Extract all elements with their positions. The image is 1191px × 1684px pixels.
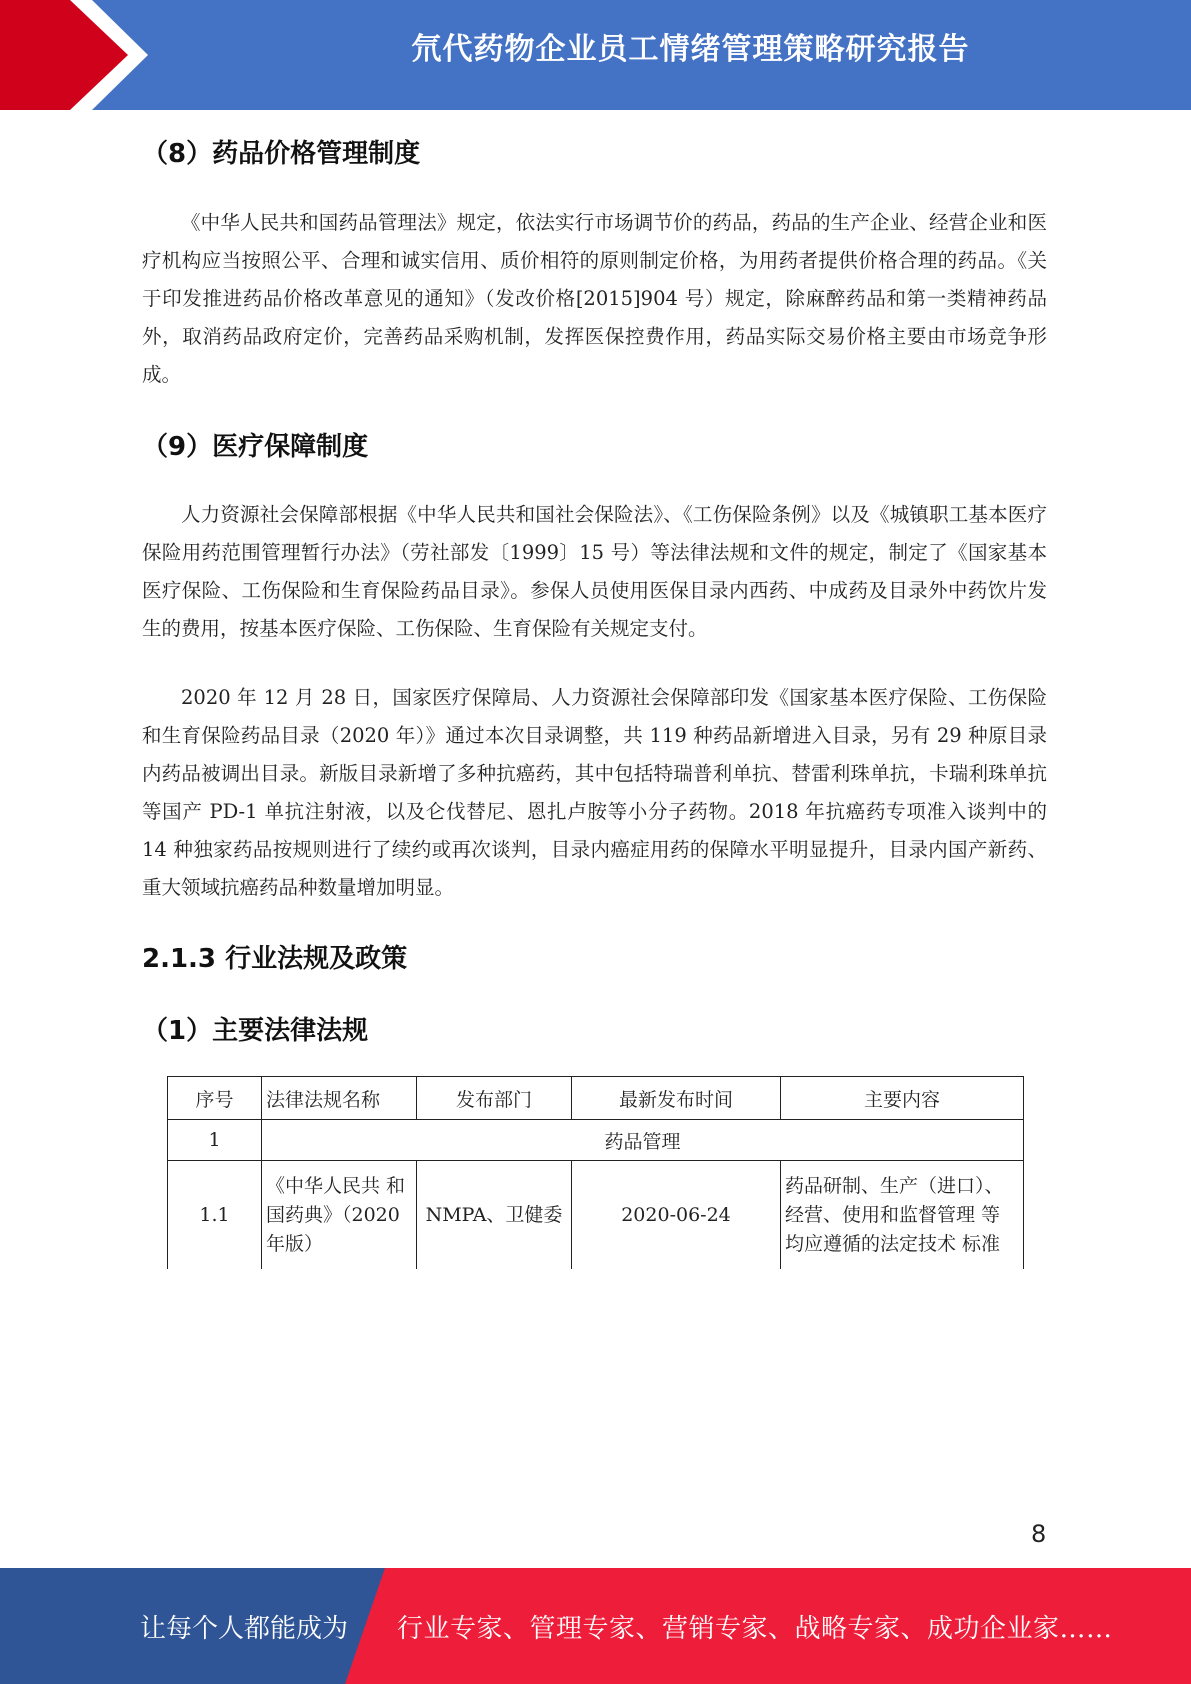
col-header-content: 主要内容 (781, 1077, 1024, 1120)
report-title: 氘代药物企业员工情绪管理策略研究报告 (411, 32, 970, 67)
footer-slogan-right: 行业专家、管理专家、营销专家、战略专家、成功企业家…… (397, 1614, 1113, 1644)
col-header-dept: 发布部门 (417, 1077, 572, 1120)
footer-slogan-left: 让每个人都能成为 (140, 1614, 349, 1644)
row-date: 2020-06-24 (572, 1161, 781, 1270)
section-heading-laws: （1）主要法律法规 (142, 1016, 369, 1046)
col-header-name: 法律法规名称 (262, 1077, 417, 1120)
col-header-no: 序号 (168, 1077, 262, 1120)
section-heading-2-1-3: 2.1.3 行业法规及政策 (142, 944, 408, 974)
row-no: 1.1 (168, 1161, 262, 1270)
header-band (0, 0, 1191, 110)
table-header-row (168, 1077, 1024, 1120)
header-chevron-decoration (0, 0, 160, 110)
col-header-date: 最新发布时间 (572, 1077, 781, 1120)
row-dept: NMPA、卫健委 (417, 1161, 572, 1270)
section-row-no: 1 (168, 1120, 262, 1161)
paragraph-medical-insurance-1: 人力资源社会保障部根据《中华人民共和国社会保险法》、《工伤保险条例》以及《城镇职工基本医疗保险用药范围管理暂行办法》（劳社部发〔1999〕15 号）等法律法规和文件的规定，制定了《国家基本医疗保险、工伤保险和生育保险药品目录》。参保人员使用医保目录内西药、中成药及目录外中药饮片发生的费用，按基本医疗保险、工伤保险、生育保险有关规定支付。 (142, 503, 1047, 640)
page-number: 8 (1031, 1520, 1047, 1548)
paragraph-medical-insurance-2: 2020 年 12 月 28 日，国家医疗保障局、人力资源社会保障部印发《国家基本医疗保险、工伤保险和生育保险药品目录（2020 年）》通过本次目录调整，共 119 种药品新增进入目录，另有 29 种原目录内药品被调出目录。新版目录新增了多种抗癌药，其中包括特瑞普利单抗、替雷利珠单抗，卡瑞利珠单抗等国产 PD-1 单抗注射液，以及仑伐替尼、恩扎卢胺等小分子药物。2018 年抗癌药专项准入谈判中的 14 种独家药品按规则进行了续约或再次谈判，目录内癌症用药的保障水平明显提升，目录内国产新药、重大领域抗癌药品种数量增加明显。 (142, 686, 1047, 899)
footer-band (0, 1568, 1191, 1684)
section-heading-9: （9）医疗保障制度 (142, 432, 369, 462)
table-section-row (168, 1120, 1024, 1161)
section-row-title: 药品管理 (262, 1120, 1024, 1161)
section-heading-8: （8）药品价格管理制度 (142, 139, 421, 169)
paragraph-price-management: 《中华人民共和国药品管理法》规定，依法实行市场调节价的药品，药品的生产企业、经营企业和医疗机构应当按照公平、合理和诚实信用、质价相符的原则制定价格，为用药者提供价格合理的药品。《关于印发推进药品价格改革意见的通知》（发改价格[2015]904 号）规定，除麻醉药品和第一类精神药品外，取消药品政府定价，完善药品采购机制，发挥医保控费作用，药品实际交易价格主要由市场竞争形成。 (142, 211, 1047, 386)
table-row (168, 1161, 1024, 1270)
row-law-name: 《中华人民共 和国药典》（2020 年版） (262, 1161, 417, 1270)
row-content: 药品研制、生产（进口）、经营、使用和监督管理 等均应遵循的法定技术 标准 (781, 1161, 1024, 1270)
laws-table (167, 1076, 1024, 1269)
